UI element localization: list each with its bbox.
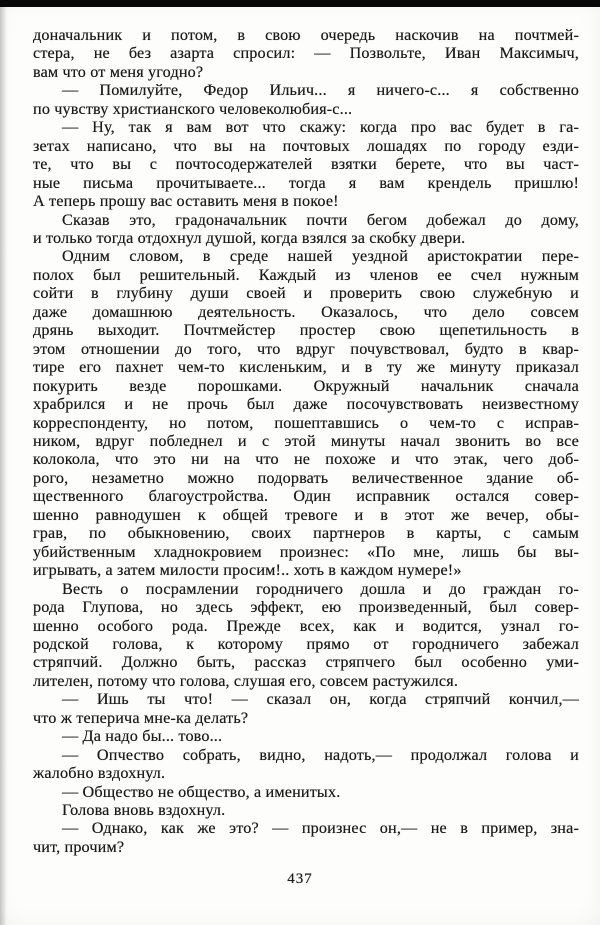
paragraph bbox=[33, 690, 579, 727]
text-line: ником, вдруг побледнел и с этой минуты начал звонить во все bbox=[33, 431, 579, 450]
paragraph bbox=[33, 26, 579, 81]
text-line: зетах написано, что вы на почтовых лошадях по городу езди- bbox=[33, 136, 579, 155]
text-line: ные письма прочитываете... тогда я вам крендель пришлю! bbox=[33, 173, 579, 192]
text-line: А теперь прошу вас оставить меня в покое! bbox=[33, 192, 339, 211]
text-line: даже домашнюю деятельность. Оказалось, что дело совсем bbox=[33, 302, 579, 321]
text-line: — Однако, как же это? — произнес он,— не в пример, зна- bbox=[62, 819, 579, 838]
text-line: и только тогда отдохнул душой, когда взялся за скобку двери. bbox=[33, 228, 466, 247]
text-line: Сказав это, градоначальник почти бегом добежал до дому, bbox=[62, 210, 579, 229]
paragraph bbox=[33, 118, 579, 210]
text-line: колокола, что это ни на что не похоже и что этак, чего доб- bbox=[33, 450, 579, 469]
text-line: вам что от меня угодно? bbox=[33, 62, 204, 81]
text-line: щественного благоустройства. Один исправник остался совер- bbox=[33, 487, 579, 506]
paragraph bbox=[33, 247, 579, 579]
text-line: покурить везде порошками. Окружный начальник сначала bbox=[33, 376, 579, 395]
text-line: — Опчество собрать, видно, надоть,— продолжал голова и bbox=[62, 745, 579, 764]
paragraph bbox=[33, 819, 579, 856]
text-line: по чувству христианского человеколюбия-с... bbox=[33, 99, 353, 118]
text-line: этом отношении до того, что вдруг почувствовал, будто в квар- bbox=[33, 339, 579, 358]
text-line: жалобно вздохнул. bbox=[33, 764, 166, 783]
page-number: 437 bbox=[287, 871, 313, 887]
text-line: те, что вы с почтосодержателей взятки берете, что вы част- bbox=[33, 155, 579, 174]
page-text bbox=[33, 26, 579, 856]
text-line: убийственным хладнокровием произнес: «По мне, лишь бы вы- bbox=[33, 542, 579, 561]
text-line: — Помилуйте, Федор Ильич... я ничего-с... я собственно bbox=[62, 81, 579, 100]
paragraph bbox=[33, 211, 579, 248]
paragraph bbox=[33, 783, 579, 801]
text-line: доначальник и потом, в свою очередь наскочив на почтмей- bbox=[33, 26, 579, 44]
text-line: — Общество не общество, а именитых. bbox=[62, 782, 341, 801]
scan-top-edge bbox=[0, 0, 600, 7]
text-line: — Да надо бы... тово... bbox=[62, 727, 223, 746]
text-line: что ж теперича мне-ка делать? bbox=[33, 708, 249, 727]
paragraph bbox=[33, 727, 579, 745]
text-line: храбрился и не прочь был даже посочувствовать неизвестному bbox=[33, 395, 579, 414]
paragraph bbox=[33, 801, 579, 819]
text-line: дрянь выходит. Почтмейстер простер свою щепетильность в bbox=[33, 321, 579, 340]
paragraph bbox=[33, 580, 579, 691]
text-line: стряпчий. Должно быть, рассказ стряпчего был особенно уми- bbox=[33, 653, 579, 672]
text-line: — Ну, так я вам вот что скажу: когда про вас будет в га- bbox=[62, 118, 579, 137]
text-line: игрывать, а затем милости просим!.. хоть в каждом нумере!» bbox=[33, 561, 462, 580]
text-line: стера, не без азарта спросил: — Позвольте, Иван Максимыч, bbox=[33, 44, 579, 63]
text-line: рода Глупова, но здесь эффект, ею произведенный, был совер- bbox=[33, 598, 579, 617]
text-line: Голова вновь вздохнул. bbox=[62, 801, 226, 820]
scan-left-shadow bbox=[0, 7, 7, 925]
text-line: чит, прочим? bbox=[33, 837, 125, 856]
text-line: родской голова, к которому прямо от городничего забежал bbox=[33, 634, 579, 653]
text-line: Одним словом, в среде нашей уездной аристократии пере- bbox=[62, 247, 579, 266]
text-line: — Ишь ты что! — сказал он, когда стряпчий кончил,— bbox=[62, 690, 579, 709]
text-line: Весть о посрамлении городничего дошла и до граждан го- bbox=[62, 579, 579, 598]
paragraph bbox=[33, 81, 579, 118]
paragraph bbox=[33, 746, 579, 783]
text-line: грав, по обыкновению, своих партнеров в карты, с самым bbox=[33, 524, 579, 543]
text-line: рого, незаметно можно подорвать величественное здание об- bbox=[33, 468, 579, 487]
text-line: полох был решительный. Каждый из членов ее счел нужным bbox=[33, 265, 579, 284]
text-line: сойти в глубину души своей и проверить свою служебную и bbox=[33, 284, 579, 303]
text-line: корреспонденту, но потом, пошептавшись о чем-то с исправ- bbox=[33, 413, 579, 432]
text-line: шенно равнодушен к общей тревоге и в этот же вечер, обы- bbox=[33, 505, 579, 524]
text-line: тире его пахнет чем-то кисленьким, и в ту же минуту приказал bbox=[33, 358, 579, 377]
text-line: шенно особого рода. Прежде всех, как и водится, узнал го- bbox=[33, 616, 579, 635]
text-line: лителен, потому что голова, слушая его, совсем растужился. bbox=[33, 671, 459, 690]
